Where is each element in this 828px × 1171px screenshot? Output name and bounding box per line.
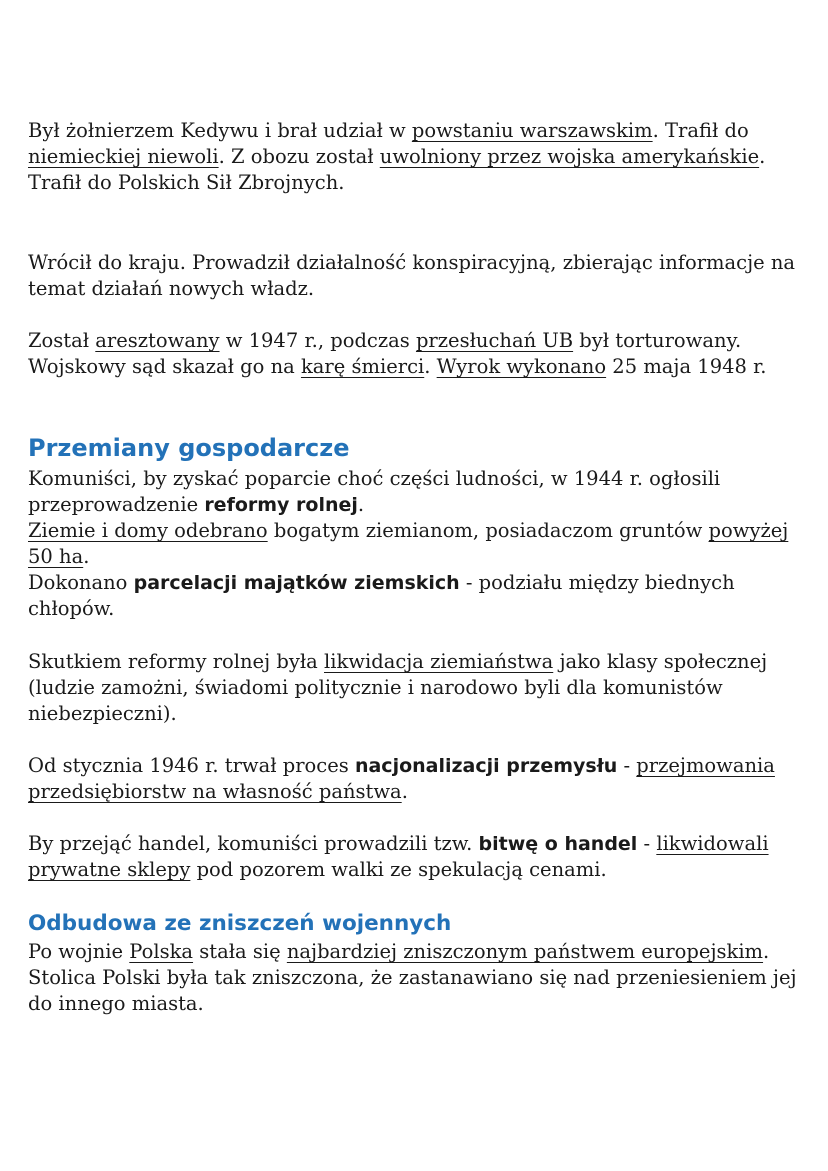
text: 25 maja 1948 r. (606, 355, 767, 378)
text: był torturowany. Wojskowy sąd skazał go na (28, 329, 742, 378)
paragraph-landowners (28, 649, 800, 727)
text: . Z obozu został (218, 145, 380, 168)
text: pod pozorem walki ze spekulacją cenami. (190, 858, 607, 881)
underlined-phrase: przejmowania przedsiębiorstw na własność państwa (28, 754, 775, 803)
underlined-phrase: przesłuchań UB (415, 329, 574, 352)
underlined-phrase: uwolniony przez wojska amerykańskie (379, 145, 760, 168)
text: By przejąć handel, komuniści prowadzili tzw. (28, 832, 479, 855)
text: - (637, 832, 657, 855)
underlined-phrase: likwidacja ziemiaństwa (324, 650, 554, 673)
text: Dokonano (28, 571, 134, 594)
text: . (759, 145, 766, 168)
text: . Trafił do (652, 119, 749, 142)
text: bogatym ziemianom, posiadaczom gruntów (267, 519, 709, 542)
text: - (617, 754, 637, 777)
bold-phrase: nacjonalizacji przemysłu (354, 755, 618, 777)
bold-phrase: reformy rolnej (204, 494, 358, 516)
paragraph-land-reform (28, 466, 800, 622)
text: . Stolica Polski była tak zniszczona, że zastanawiano się nad przeniesieniem jej do innego miasta. (28, 940, 797, 1015)
paragraph-arrest (28, 328, 800, 380)
text: stała się (193, 940, 287, 963)
text: w 1947 r., podczas (219, 329, 416, 352)
underlined-phrase: likwidowali prywatne sklepy (28, 832, 769, 881)
underlined-phrase: aresztowany (95, 329, 220, 352)
paragraph-nationalization (28, 753, 800, 805)
section-heading-reconstruction: Odbudowa ze zniszczeń wojennych (28, 911, 452, 936)
underlined-phrase: Ziemie i domy odebrano (28, 519, 268, 542)
text: jako klasy społecznej (ludzie zamożni, świadomi politycznie i narodowo byli dla komunistów niebezpieczni). (28, 650, 768, 725)
text: . (401, 780, 408, 803)
text: Został (28, 329, 96, 352)
section-heading-economy: Przemiany gospodarcze (28, 434, 350, 462)
underlined-phrase: najbardziej zniszczonym państwem europejskim (286, 940, 764, 963)
underlined-phrase: Polska (129, 940, 194, 963)
bold-phrase: parcelacji majątków ziemskich (133, 572, 460, 594)
paragraph-trade (28, 831, 800, 883)
text: Po wojnie (28, 940, 130, 963)
underlined-phrase: karę śmierci (300, 355, 425, 378)
paragraph-biography (28, 118, 800, 196)
text: . (357, 493, 365, 516)
paragraph-reconstruction (28, 939, 800, 1017)
underlined-phrase: niemieckiej niewoli (28, 145, 219, 168)
text: . (424, 355, 437, 378)
text: Wrócił do kraju. Prowadził działalność konspiracyjną, zbierając informacje na temat działań nowych władz. (28, 251, 796, 300)
text: Skutkiem reformy rolnej była (28, 650, 324, 673)
text: Od stycznia 1946 r. trwał proces (28, 754, 355, 777)
bold-phrase: bitwę o handel (478, 833, 638, 855)
text: . (83, 545, 90, 568)
underlined-phrase: powstaniu warszawskim (411, 119, 653, 142)
paragraph-return (28, 250, 800, 302)
text: - podziału między biednych chłopów. (28, 571, 735, 620)
text: Komuniści, by zyskać poparcie choć części ludności, w 1944 r. ogłosili przeprowadzenie (28, 467, 721, 516)
underlined-phrase: powyżej 50 ha (28, 519, 789, 568)
text: Trafił do Polskich Sił Zbrojnych. (28, 171, 345, 194)
text: Był żołnierzem Kedywu i brał udział w (28, 119, 412, 142)
underlined-phrase: Wyrok wykonano (436, 355, 607, 378)
